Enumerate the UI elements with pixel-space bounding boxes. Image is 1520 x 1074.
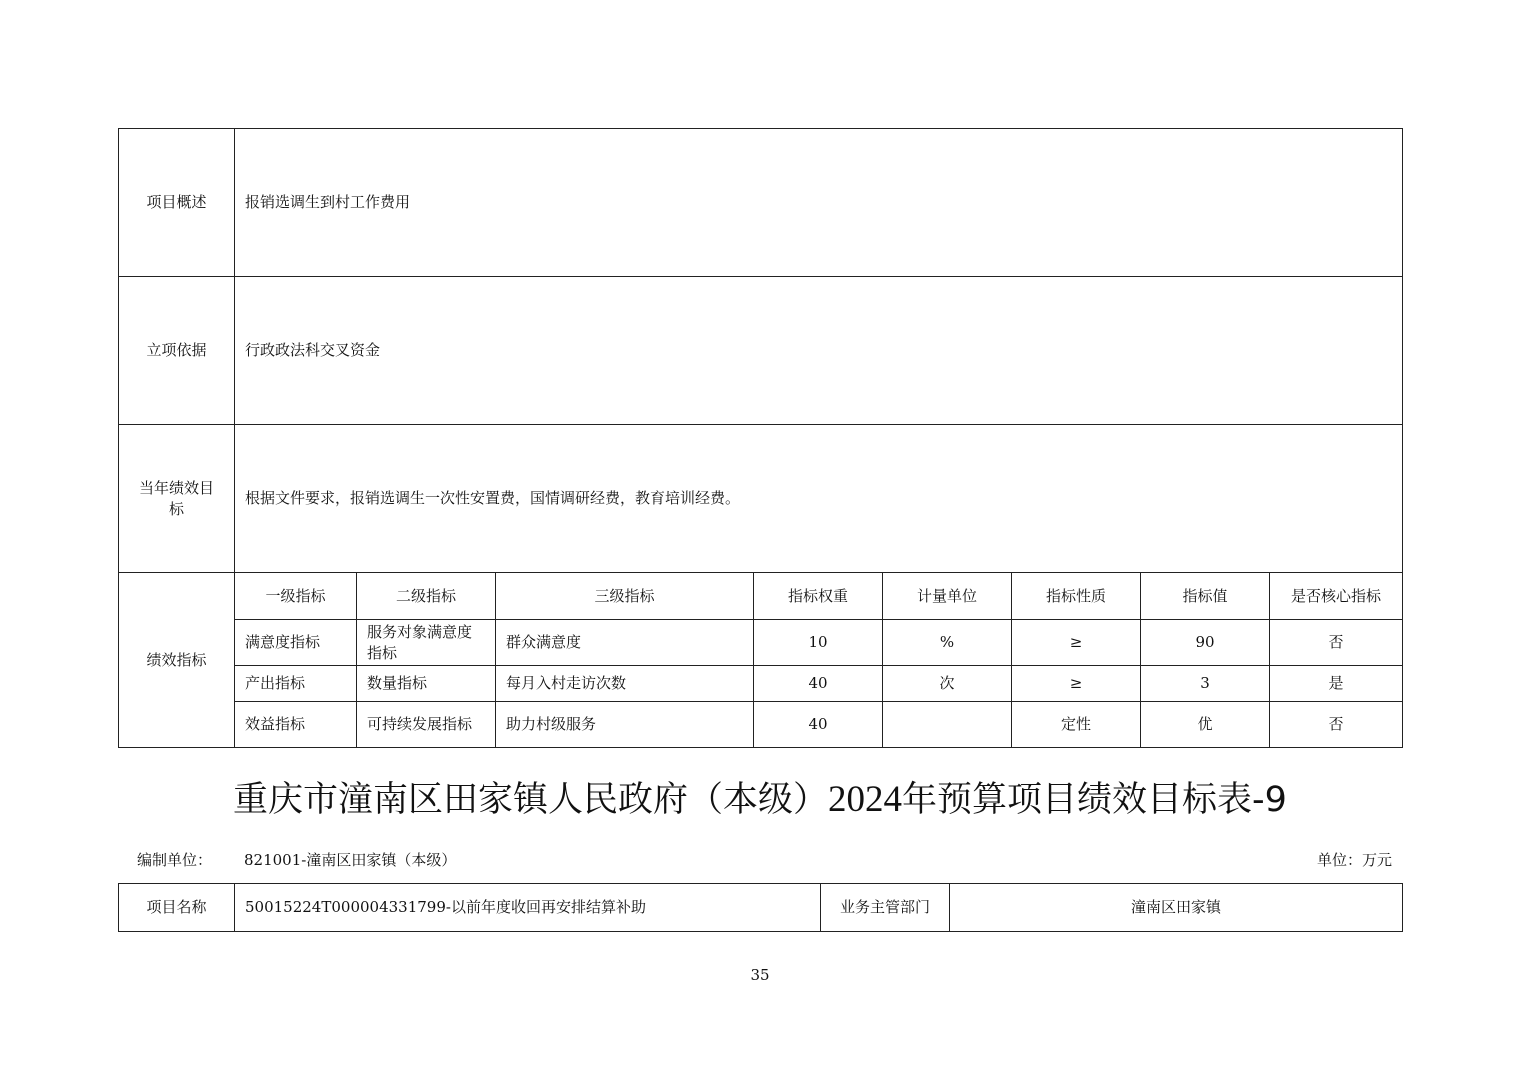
overview-value: 报销选调生到村工作费用: [235, 129, 1403, 277]
table-row: [119, 620, 1403, 666]
cell-weight: 40: [754, 666, 883, 702]
cell-level2: 服务对象满意度指标: [357, 620, 496, 666]
header-nature: 指标性质: [1012, 573, 1141, 620]
basis-row: [119, 277, 1403, 425]
header-value: 指标值: [1141, 573, 1270, 620]
cell-level3: 助力村级服务: [496, 702, 754, 748]
unit-value: 821001-潼南区田家镇（本级）: [244, 851, 457, 869]
project-name-value: 50015224T000004331799-以前年度收回再安排结算补助: [235, 884, 821, 932]
goal-value: 根据文件要求，报销选调生一次性安置费，国情调研经费，教育培训经费。: [235, 425, 1403, 573]
header-level3: 三级指标: [496, 573, 754, 620]
cell-unit: [883, 702, 1012, 748]
basis-value: 行政政法科交叉资金: [235, 277, 1403, 425]
overview-label: 项目概述: [119, 129, 235, 277]
cell-nature: 定性: [1012, 702, 1141, 748]
header-core: 是否核心指标: [1270, 573, 1403, 620]
unit-label: 编制单位：: [137, 851, 213, 869]
cell-value: 优: [1141, 702, 1270, 748]
basis-label: 立项依据: [119, 277, 235, 425]
cell-unit: 次: [883, 666, 1012, 702]
header-weight: 指标权重: [754, 573, 883, 620]
cell-level3: 每月入村走访次数: [496, 666, 754, 702]
overview-row: [119, 129, 1403, 277]
header-level1: 一级指标: [235, 573, 357, 620]
cell-core: 否: [1270, 702, 1403, 748]
project-table: [118, 883, 1403, 932]
title-rest: 年预算项目绩效目标表-9: [902, 780, 1287, 820]
cell-level1: 满意度指标: [235, 620, 357, 666]
project-row: [119, 884, 1403, 932]
cell-level3: 群众满意度: [496, 620, 754, 666]
cell-level1: 效益指标: [235, 702, 357, 748]
cell-weight: 10: [754, 620, 883, 666]
cell-level2: 可持续发展指标: [357, 702, 496, 748]
page-number: 35: [750, 966, 770, 984]
cell-core: 否: [1270, 620, 1403, 666]
header-level2: 二级指标: [357, 573, 496, 620]
table-row: [119, 666, 1403, 702]
cell-core: 是: [1270, 666, 1403, 702]
cell-nature: ≥: [1012, 666, 1141, 702]
cell-value: 3: [1141, 666, 1270, 702]
goal-label: 当年绩效目标: [119, 425, 235, 573]
performance-table: [118, 128, 1403, 748]
cell-unit: %: [883, 620, 1012, 666]
currency-unit: 单位：万元: [1316, 851, 1392, 869]
table-row: [119, 702, 1403, 748]
cell-value: 90: [1141, 620, 1270, 666]
indicator-header-row: [119, 573, 1403, 620]
project-name-label: 项目名称: [119, 884, 235, 932]
page-title: [0, 772, 1520, 822]
title-main: 重庆市潼南区田家镇人民政府（本级）: [233, 780, 829, 820]
cell-nature: ≥: [1012, 620, 1141, 666]
dept-label: 业务主管部门: [821, 884, 950, 932]
title-year: 2024: [828, 779, 903, 820]
cell-level1: 产出指标: [235, 666, 357, 702]
goal-row: [119, 425, 1403, 573]
cell-weight: 40: [754, 702, 883, 748]
indicators-label: 绩效指标: [119, 573, 235, 748]
dept-value: 潼南区田家镇: [950, 884, 1403, 932]
header-unit: 计量单位: [883, 573, 1012, 620]
cell-level2: 数量指标: [357, 666, 496, 702]
